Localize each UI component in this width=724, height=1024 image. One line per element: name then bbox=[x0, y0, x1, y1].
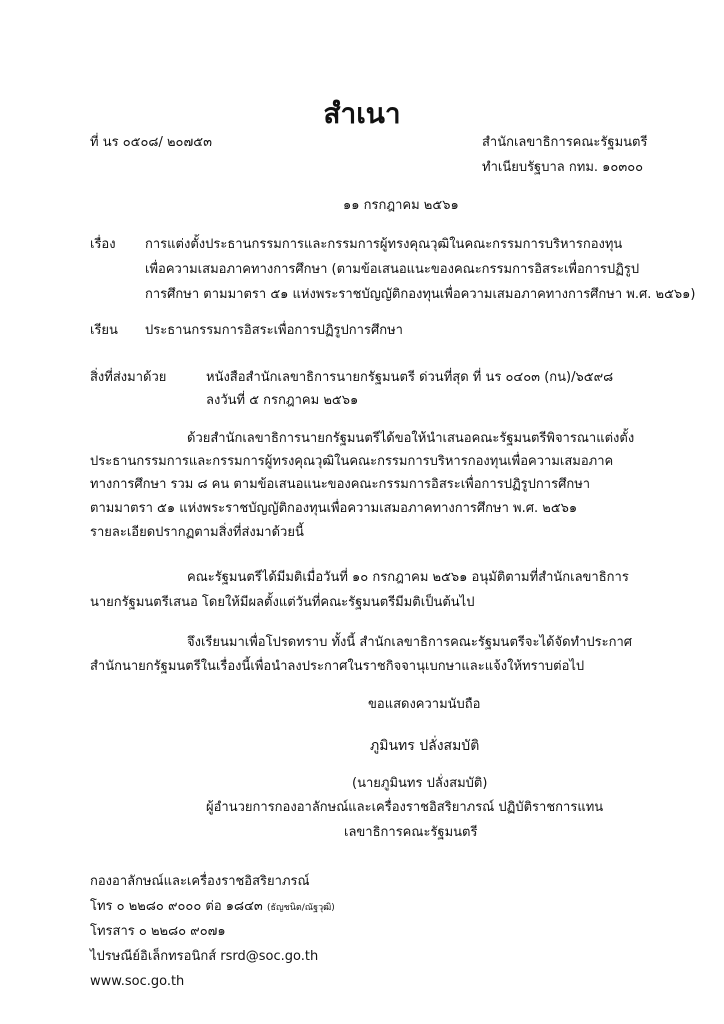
issuing-office-address: ทำเนียบรัฐบาล กทม. ๑๐๓๐๐ bbox=[482, 160, 644, 175]
subject-line: การแต่งตั้งประธานกรรมการและกรรมการผู้ทรงคุณวุฒิในคณะกรรมการบริหารกองทุน bbox=[145, 237, 623, 252]
subject-line: เพื่อความเสมอภาคทางการศึกษา (ตามข้อเสนอแนะของคณะกรรมการอิสระเพื่อการปฏิรูป bbox=[145, 262, 640, 277]
enclosure-line: ลงวันที่ ๕ กรกฎาคม ๒๕๖๑ bbox=[206, 393, 359, 408]
recipient-label: เรียน bbox=[90, 323, 118, 338]
footer-fax: โทรสาร ๐ ๒๒๘๐ ๙๐๗๑ bbox=[90, 924, 226, 939]
recipient-text: ประธานกรรมการอิสระเพื่อการปฏิรูปการศึกษา bbox=[145, 323, 403, 338]
telephone-number: โทร ๐ ๒๒๘๐ ๙๐๐๐ ต่อ ๑๘๔๓ bbox=[90, 899, 263, 914]
body-paragraph-1-line: รายละเอียดปรากฏตามสิ่งที่ส่งมาด้วยนี้ bbox=[90, 525, 304, 540]
document-number: ที่ นร ๐๕๐๘/ ๒๐๗๕๓ bbox=[90, 135, 212, 150]
closing-phrase: ขอแสดงความนับถือ bbox=[368, 697, 481, 712]
footer-telephone bbox=[90, 898, 335, 917]
footer-email: ไปรษณีย์อิเล็กทรอนิกส์ rsrd@soc.go.th bbox=[90, 949, 319, 964]
signer-position: เลขาธิการคณะรัฐมนตรี bbox=[344, 825, 478, 840]
subject-label: เรื่อง bbox=[90, 237, 116, 252]
telephone-contact-note: (ธัญชนิต/ณัฐวุฒิ) bbox=[266, 903, 335, 913]
footer-website: www.soc.go.th bbox=[90, 974, 185, 989]
body-paragraph-1-line: ด้วยสำนักเลขาธิการนายกรัฐมนตรีได้ขอให้นำเสนอคณะรัฐมนตรีพิจารณาแต่งตั้ง bbox=[187, 431, 635, 446]
body-paragraph-1-line: ทางการศึกษา รวม ๘ คน ตามข้อเสนอแนะของคณะกรรมการอิสระเพื่อการปฏิรูปการศึกษา bbox=[90, 477, 591, 492]
body-paragraph-2-line: นายกรัฐมนตรีเสนอ โดยให้มีผลตั้งแต่วันที่คณะรัฐมนตรีมีมติเป็นต้นไป bbox=[90, 595, 475, 610]
body-paragraph-1-line: ตามมาตรา ๕๑ แห่งพระราชบัญญัติกองทุนเพื่อความเสมอภาคทางการศึกษา พ.ศ. ๒๕๖๑ bbox=[90, 501, 578, 516]
body-paragraph-3-line: จึงเรียนมาเพื่อโปรดทราบ ทั้งนี้ สำนักเลขาธิการคณะรัฐมนตรีจะได้จัดทำประกาศ bbox=[187, 635, 633, 650]
footer-department: กองอาลักษณ์และเครื่องราชอิสริยาภรณ์ bbox=[90, 874, 310, 889]
signature: ภูมินทร ปลั่งสมบัติ bbox=[370, 738, 480, 754]
document-date: ๑๑ กรกฎาคม ๒๕๖๑ bbox=[343, 198, 459, 213]
body-paragraph-3-line: สำนักนายกรัฐมนตรีในเรื่องนี้เพื่อนำลงประกาศในราชกิจจานุเบกษาและแจ้งให้ทราบต่อไป bbox=[90, 659, 585, 674]
document-title: สำเนา bbox=[323, 97, 401, 130]
enclosure-line: หนังสือสำนักเลขาธิการนายกรัฐมนตรี ด่วนที่สุด ที่ นร ๐๔๐๓ (กน)/๖๕๙๘ bbox=[206, 370, 614, 385]
body-paragraph-1-line: ประธานกรรมการและกรรมการผู้ทรงคุณวุฒิในคณะกรรมการบริหารกองทุนเพื่อความเสมอภาค bbox=[90, 454, 614, 469]
signer-name: (นายภูมินทร ปลั่งสมบัติ) bbox=[352, 776, 488, 791]
issuing-office: สำนักเลขาธิการคณะรัฐมนตรี bbox=[482, 135, 648, 150]
subject-line: การศึกษา ตามมาตรา ๕๑ แห่งพระราชบัญญัติกองทุนเพื่อความเสมอภาคทางการศึกษา พ.ศ. ๒๕๖๑) bbox=[145, 287, 696, 302]
enclosure-label: สิ่งที่ส่งมาด้วย bbox=[90, 370, 167, 385]
body-paragraph-2-line: คณะรัฐมนตรีได้มีมติเมื่อวันที่ ๑๐ กรกฎาคม ๒๕๖๑ อนุมัติตามที่สำนักเลขาธิการ bbox=[187, 570, 629, 585]
signer-position: ผู้อำนวยการกองอาลักษณ์และเครื่องราชอิสริยาภรณ์ ปฏิบัติราชการแทน bbox=[206, 800, 604, 815]
